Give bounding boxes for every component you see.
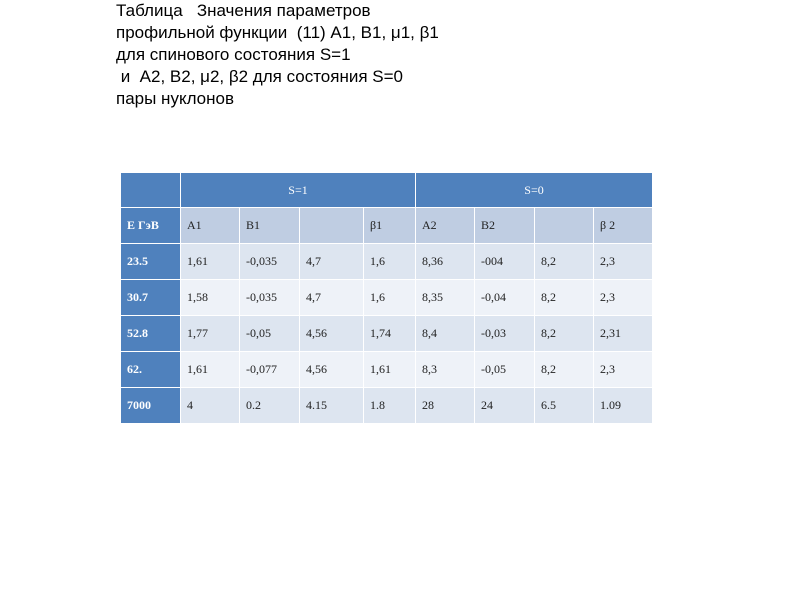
table-cell: 1.09 bbox=[594, 388, 653, 424]
parameter-table bbox=[120, 172, 653, 424]
table-cell: 2,3 bbox=[594, 244, 653, 280]
column-header-row bbox=[121, 208, 653, 244]
title-line: пары нуклонов bbox=[116, 89, 235, 108]
table-cell: 4,7 bbox=[300, 244, 364, 280]
table-cell: 4 bbox=[181, 388, 240, 424]
table-cell: 1,74 bbox=[364, 316, 416, 352]
row-energy: 52.8 bbox=[121, 316, 181, 352]
title-line: Таблица Значения параметров bbox=[116, 1, 371, 20]
row-energy: 30.7 bbox=[121, 280, 181, 316]
table-cell: 0.2 bbox=[240, 388, 300, 424]
column-header-mu1 bbox=[300, 208, 364, 244]
table-cell: -0,04 bbox=[475, 280, 535, 316]
table-cell: 6.5 bbox=[535, 388, 594, 424]
group-header-s0: S=0 bbox=[416, 173, 653, 208]
table-cell: 1,6 bbox=[364, 280, 416, 316]
column-header-a2: A2 bbox=[416, 208, 475, 244]
table-cell: 8,2 bbox=[535, 352, 594, 388]
table-cell: 8,35 bbox=[416, 280, 475, 316]
row-energy: 62. bbox=[121, 352, 181, 388]
column-header-b1: B1 bbox=[240, 208, 300, 244]
table-cell: 1,61 bbox=[364, 352, 416, 388]
table-cell: 2,3 bbox=[594, 280, 653, 316]
table-cell: 8,2 bbox=[535, 280, 594, 316]
table-cell: 1,6 bbox=[364, 244, 416, 280]
table-cell: 4,56 bbox=[300, 352, 364, 388]
column-header-energy: E ГэВ bbox=[121, 208, 181, 244]
column-header-b2: B2 bbox=[475, 208, 535, 244]
group-header-empty bbox=[121, 173, 181, 208]
table-cell: 1,61 bbox=[181, 244, 240, 280]
table-cell: -0,035 bbox=[240, 244, 300, 280]
table-cell: 2,31 bbox=[594, 316, 653, 352]
table-row bbox=[121, 280, 653, 316]
column-header-beta1: β1 bbox=[364, 208, 416, 244]
table-cell: 1.8 bbox=[364, 388, 416, 424]
table-cell: 8,2 bbox=[535, 244, 594, 280]
column-header-mu2 bbox=[535, 208, 594, 244]
table-cell: 24 bbox=[475, 388, 535, 424]
table-cell: 4,7 bbox=[300, 280, 364, 316]
group-header-s1: S=1 bbox=[181, 173, 416, 208]
table-cell: 1,61 bbox=[181, 352, 240, 388]
table-cell: 4.15 bbox=[300, 388, 364, 424]
table-cell: 8,36 bbox=[416, 244, 475, 280]
table-cell: -0,05 bbox=[240, 316, 300, 352]
row-energy: 23.5 bbox=[121, 244, 181, 280]
table-cell: 2,3 bbox=[594, 352, 653, 388]
table-row bbox=[121, 244, 653, 280]
table-cell: -0,05 bbox=[475, 352, 535, 388]
table-cell: 8,2 bbox=[535, 316, 594, 352]
slide-title bbox=[116, 0, 439, 110]
title-line: и A2, B2, μ2, β2 для состояния S=0 bbox=[116, 67, 403, 86]
table-row bbox=[121, 316, 653, 352]
table-cell: 1,77 bbox=[181, 316, 240, 352]
row-energy: 7000 bbox=[121, 388, 181, 424]
table-cell: -0,077 bbox=[240, 352, 300, 388]
table-cell: -0,03 bbox=[475, 316, 535, 352]
table-row bbox=[121, 388, 653, 424]
title-line: для спинового состояния S=1 bbox=[116, 45, 351, 64]
table-cell: -004 bbox=[475, 244, 535, 280]
table-cell: 8,4 bbox=[416, 316, 475, 352]
column-header-a1: A1 bbox=[181, 208, 240, 244]
column-header-beta2: β 2 bbox=[594, 208, 653, 244]
table-cell: -0,035 bbox=[240, 280, 300, 316]
group-header-row bbox=[121, 173, 653, 208]
table-row bbox=[121, 352, 653, 388]
table-cell: 28 bbox=[416, 388, 475, 424]
table-cell: 1,58 bbox=[181, 280, 240, 316]
title-line: профильной функции (11) A1, B1, μ1, β1 bbox=[116, 23, 439, 42]
table-cell: 8,3 bbox=[416, 352, 475, 388]
table-cell: 4,56 bbox=[300, 316, 364, 352]
